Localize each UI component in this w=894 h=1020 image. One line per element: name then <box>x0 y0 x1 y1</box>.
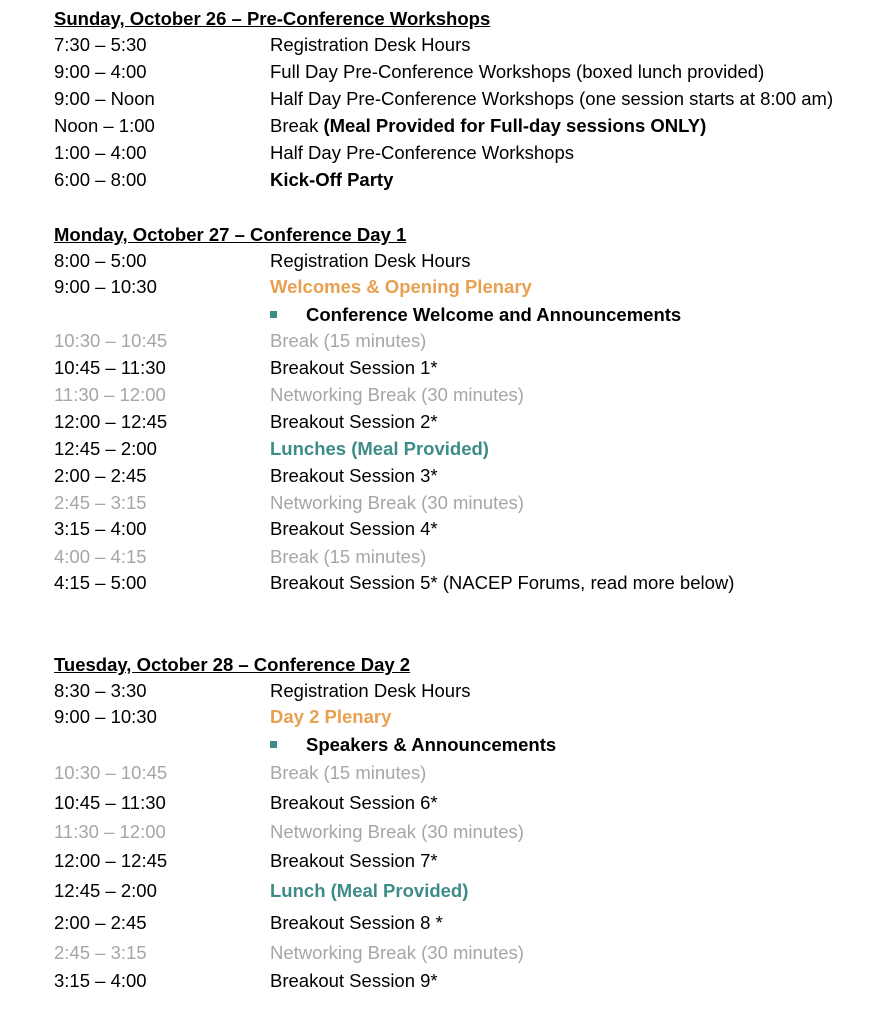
row-label: Breakout Session 7* <box>270 850 438 871</box>
row-time: 10:30 – 10:45 <box>54 762 168 783</box>
row-label: Half Day Pre-Conference Workshops <box>270 142 575 163</box>
row-time: 2:00 – 2:45 <box>54 465 147 486</box>
row-time: Noon – 1:00 <box>54 115 155 136</box>
row-label: Breakout Session 6* <box>270 792 438 813</box>
row-time: 10:45 – 11:30 <box>54 357 166 378</box>
bullet-text: Speakers & Announcements <box>306 734 557 755</box>
row-label: Lunch (Meal Provided) <box>270 880 469 901</box>
row-label: Breakout Session 3* <box>270 465 438 486</box>
row-time: 3:15 – 4:00 <box>54 518 147 539</box>
row-time: 2:45 – 3:15 <box>54 492 147 513</box>
row-label: Registration Desk Hours <box>270 250 471 271</box>
row-label: Lunches (Meal Provided) <box>270 438 489 459</box>
row-label: Day 2 Plenary <box>270 706 392 727</box>
row-time: 3:15 – 4:00 <box>54 970 147 991</box>
row-label: Registration Desk Hours <box>270 680 471 701</box>
row-label: Break (15 minutes) <box>270 546 427 567</box>
day-heading-monday: Monday, October 27 – Conference Day 1 <box>54 224 407 245</box>
row-time: 6:00 – 8:00 <box>54 169 147 190</box>
row-label: Networking Break (30 minutes) <box>270 492 524 513</box>
row-time: 4:15 – 5:00 <box>54 572 147 593</box>
row-label: Break (15 minutes) <box>270 762 427 783</box>
row-time: 2:00 – 2:45 <box>54 912 147 933</box>
row-label: Breakout Session 2* <box>270 411 438 432</box>
row-time: 9:00 – 4:00 <box>54 61 147 82</box>
row-time: 10:45 – 11:30 <box>54 792 166 813</box>
row-label: Breakout Session 4* <box>270 518 438 539</box>
row-time: 4:00 – 4:15 <box>54 546 147 567</box>
row-label: Full Day Pre-Conference Workshops (boxed lunch provided) <box>270 61 765 82</box>
row-time: 12:00 – 12:45 <box>54 411 168 432</box>
day-heading-sunday: Sunday, October 26 – Pre-Conference Workshops <box>54 8 491 29</box>
row-time: 8:30 – 3:30 <box>54 680 147 701</box>
row-time: 12:45 – 2:00 <box>54 438 157 459</box>
row-label: Networking Break (30 minutes) <box>270 821 524 842</box>
row-label: Welcomes & Opening Plenary <box>270 276 532 297</box>
row-time: 11:30 – 12:00 <box>54 384 166 405</box>
row-label: Breakout Session 5* (NACEP Forums, read more below) <box>270 572 735 593</box>
row-label: Breakout Session 9* <box>270 970 438 991</box>
row-time: 11:30 – 12:00 <box>54 821 166 842</box>
row-label-note: (Meal Provided for Full-day sessions ONLY) <box>318 115 707 136</box>
row-time: 2:45 – 3:15 <box>54 942 147 963</box>
row-time: 9:00 – Noon <box>54 88 155 109</box>
row-label: Half Day Pre-Conference Workshops (one session starts at 8:00 am) <box>270 88 834 109</box>
square-bullet-icon <box>270 311 277 318</box>
row-label: Networking Break (30 minutes) <box>270 942 524 963</box>
row-label: Break (15 minutes) <box>270 330 427 351</box>
row-time: 12:00 – 12:45 <box>54 850 168 871</box>
row-label: Break <box>270 115 319 136</box>
row-time: 9:00 – 10:30 <box>54 276 157 297</box>
day-heading-tuesday: Tuesday, October 28 – Conference Day 2 <box>54 654 411 675</box>
bullet-text: Conference Welcome and Announcements <box>306 304 682 325</box>
row-time: 12:45 – 2:00 <box>54 880 157 901</box>
row-time: 10:30 – 10:45 <box>54 330 168 351</box>
square-bullet-icon <box>270 741 277 748</box>
row-label-group <box>270 113 706 139</box>
row-time: 7:30 – 5:30 <box>54 34 147 55</box>
row-label: Breakout Session 8 * <box>270 912 443 933</box>
row-label: Kick-Off Party <box>270 169 394 190</box>
row-time: 8:00 – 5:00 <box>54 250 147 271</box>
row-label: Breakout Session 1* <box>270 357 438 378</box>
row-time: 9:00 – 10:30 <box>54 706 157 727</box>
row-label: Networking Break (30 minutes) <box>270 384 524 405</box>
row-label: Registration Desk Hours <box>270 34 471 55</box>
row-time: 1:00 – 4:00 <box>54 142 147 163</box>
